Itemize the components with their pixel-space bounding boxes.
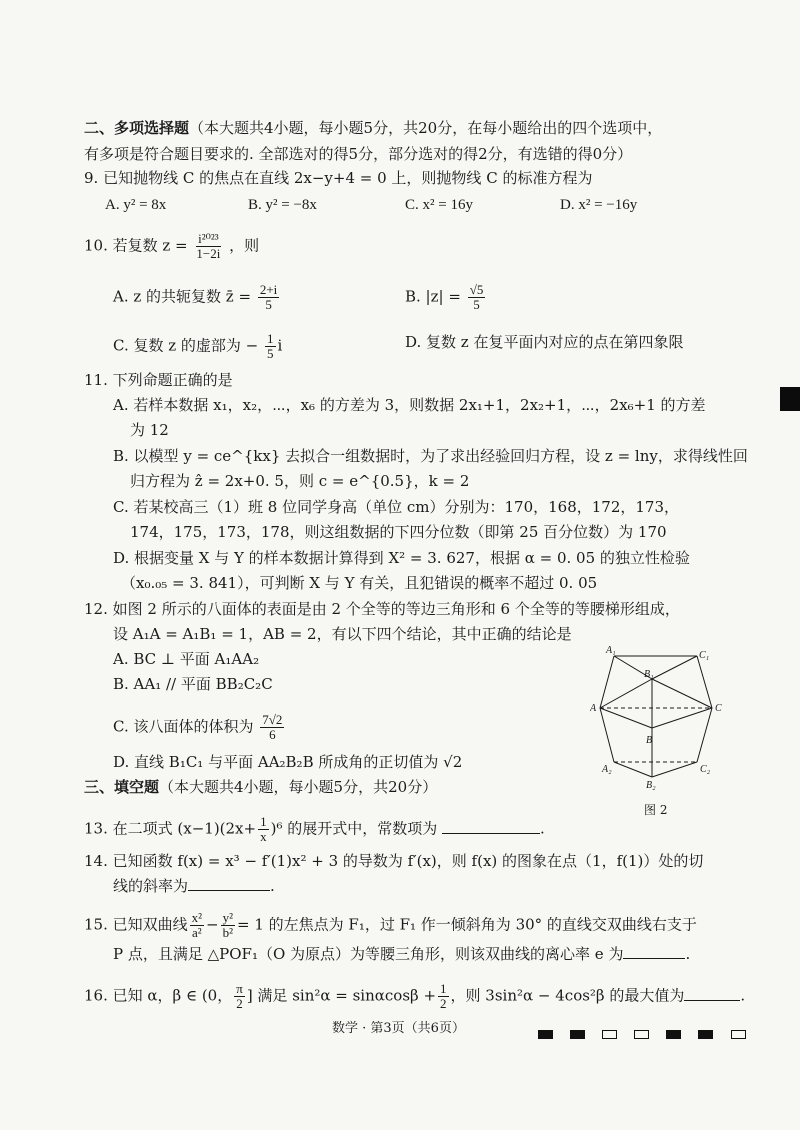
- q11-stem: 11. 下列命题正确的是: [84, 371, 233, 389]
- q15-line2-text: P 点，且满足 △POF₁（O 为原点）为等腰三角形，则该双曲线的离心率 e 为: [113, 945, 624, 963]
- q14-answer-blank[interactable]: [188, 876, 270, 891]
- q13-fraction: [258, 815, 269, 844]
- q16-post: ，则 3sin²α − 4cos²β 的最大值为: [450, 986, 685, 1005]
- q10-frac-num: i²⁰²³: [198, 231, 219, 246]
- edge-c2-b2: [652, 762, 697, 777]
- figure-caption: 图 2: [644, 803, 668, 817]
- q16-frac1: [234, 982, 245, 1011]
- q16-pre: 16. 已知 α，β ∈ (0，: [84, 986, 233, 1005]
- edge-c-c2: [697, 708, 712, 762]
- edge-a1-a: [600, 656, 614, 708]
- q13-end: .: [540, 819, 545, 838]
- q11-b-line2: 归方程为 ẑ = 2x+0. 5，则 c = e^{0.5}，k = 2: [130, 472, 470, 490]
- q10-c-den: 5: [267, 346, 274, 361]
- q10-option-a: [113, 283, 281, 312]
- page-footer: 数学 · 第3页（共6页）: [332, 1021, 465, 1036]
- q11-b-line1: B. 以模型 y = ce^{kx} 去拟合一组数据时，为了求出经验回归方程，设 z = lny，求得线性回: [113, 447, 748, 465]
- marker-square: [538, 1030, 553, 1039]
- edge-b1-a: [600, 679, 652, 708]
- q10-frac-den: 1−2i: [196, 246, 221, 261]
- q15-n2: y²: [222, 910, 234, 925]
- q16-n2: 1: [440, 981, 447, 996]
- q12-option-a: A. BC ⊥ 平面 A₁AA₂: [113, 650, 260, 668]
- q10-option-b: [405, 283, 487, 312]
- q10-b-text: B. |z| =: [405, 287, 461, 306]
- q13-post: )⁶ 的展开式中，常数项为: [270, 819, 438, 838]
- edge-a-b: [600, 708, 652, 728]
- label-b1: B₁: [644, 669, 654, 680]
- q10-b-den: 5: [473, 297, 480, 312]
- q12-option-c: [113, 713, 286, 742]
- q12-c-text: C. 该八面体的体积为: [113, 717, 254, 736]
- edge-a-a2: [600, 708, 614, 762]
- q13-den: x: [260, 829, 267, 844]
- q11-a-line1: A. 若样本数据 x₁，x₂，⋯，x₆ 的方差为 3，则数据 2x₁+1，2x₂+1，⋯，2x₆+1 的方差: [113, 396, 706, 414]
- q11-c-line2: 174，175，173，178，则这组数据的下四分位数（即第 25 百分位数）为 170: [130, 523, 667, 541]
- section2-title: 二、多项选择题: [84, 119, 190, 137]
- q10-stem: [84, 232, 259, 261]
- edge-a2-b2: [614, 762, 652, 777]
- q10-tail: ，则: [229, 236, 260, 255]
- section3-desc: （本大题共4小题，每小题5分，共20分）: [159, 778, 438, 796]
- q15-end: .: [685, 945, 691, 963]
- q13-pre: 13. 在二项式 (x−1)(2x+: [84, 819, 257, 838]
- q15-d2: b²: [222, 925, 234, 940]
- q10-c-fraction: [265, 332, 276, 361]
- label-a1: A₁: [606, 645, 616, 656]
- q10-option-d: D. 复数 z 在复平面内对应的点在第四象限: [405, 333, 684, 351]
- q15-post: = 1 的左焦点为 F₁，过 F₁ 作一倾斜角为 30° 的直线交双曲线右支于: [237, 915, 697, 934]
- q16: [84, 982, 745, 1011]
- q10-c-post: i: [277, 336, 283, 355]
- label-c1: C₁: [699, 650, 710, 661]
- marker-square: [666, 1030, 681, 1039]
- footer-marker-squares: [526, 1024, 746, 1043]
- q12-c-num: 7√2: [262, 712, 283, 727]
- q11-c-line1: C. 若某校高三（1）班 8 位同学身高（单位 cm）分别为：170，168，172，173，: [113, 498, 680, 516]
- q10-fraction: [194, 232, 222, 261]
- q14-line2: [113, 876, 275, 896]
- q16-frac2: [438, 982, 449, 1011]
- q16-d1: 2: [236, 996, 243, 1011]
- marker-square: [731, 1030, 746, 1039]
- q16-answer-blank[interactable]: [684, 986, 740, 1001]
- q12-c-fraction: [260, 713, 284, 742]
- marker-square: [634, 1030, 649, 1039]
- q13-num: 1: [260, 814, 267, 829]
- edge-b1-c: [652, 679, 712, 708]
- q15-frac2: [221, 911, 235, 940]
- q15-frac1: [190, 911, 204, 940]
- q12-option-b: B. AA₁ // 平面 BB₂C₂C: [113, 675, 273, 693]
- marker-square: [602, 1030, 617, 1039]
- q10-lead: 10. 若复数 z =: [84, 236, 188, 255]
- label-c2: C₂: [700, 764, 711, 775]
- q13: [84, 815, 545, 844]
- q10-b-fraction: [468, 283, 486, 312]
- edge-c1-b1: [652, 656, 697, 679]
- section3-title: 三、填空题: [84, 778, 160, 796]
- q10-a-text: A. z 的共轭复数 z̄ =: [113, 287, 252, 306]
- octahedron-figure: [590, 640, 730, 790]
- q15-pre: 15. 已知双曲线: [84, 915, 188, 934]
- q15-line2: [113, 944, 690, 964]
- edge-c-b: [652, 708, 712, 728]
- q16-mid: ] 满足 sin²α = sinαcosβ +: [246, 986, 437, 1005]
- q12-stem-line2: 设 A₁A = A₁B₁ = 1，AB = 2，有以下四个结论，其中正确的结论是: [113, 625, 572, 643]
- q14-end: .: [270, 877, 275, 895]
- q12-option-d: D. 直线 B₁C₁ 与平面 AA₂B₂B 所成角的正切值为 √2: [113, 753, 463, 771]
- q15-line1: [84, 911, 697, 940]
- label-a: A: [590, 703, 597, 714]
- q15-answer-blank[interactable]: [623, 944, 685, 959]
- q10-b-num: √5: [469, 282, 484, 297]
- q16-end: .: [740, 986, 746, 1005]
- q13-answer-blank[interactable]: [442, 819, 540, 834]
- q10-a-den: 5: [265, 297, 272, 312]
- label-b: B: [646, 735, 653, 746]
- q11-a-line2: 为 12: [130, 421, 169, 439]
- label-c: C: [715, 703, 722, 714]
- q10-c-text: C. 复数 z 的虚部为 −: [113, 336, 259, 355]
- section2-header: [84, 118, 662, 138]
- q9-stem: 9. 已知抛物线 C 的焦点在直线 2x−y+4 = 0 上，则抛物线 C 的标准方程为: [84, 169, 593, 187]
- q11-d-line1: D. 根据变量 X 与 Y 的样本数据计算得到 X² = 3. 627，根据 α = 0. 05 的独立性检验: [113, 549, 690, 567]
- q11-d-line2: （x₀.₀₅ = 3. 841），可判断 X 与 Y 有关，且犯错误的概率不超过 0. 05: [121, 574, 598, 592]
- q14-line1: 14. 已知函数 f(x) = x³ − f′(1)x² + 3 的导数为 f′(x)，则 f(x) 的图象在点（1，f(1)）处的切: [84, 852, 704, 870]
- q12-stem-line1: 12. 如图 2 所示的八面体的表面是由 2 个全等的等边三角形和 6 个全等的等腰梯形组成，: [84, 600, 680, 618]
- q9-option-c: C. x² = 16y: [405, 197, 473, 213]
- q10-c-num: 1: [267, 331, 274, 346]
- q10-option-c: [113, 332, 282, 361]
- q16-d2: 2: [440, 996, 447, 1011]
- q15-n1: x²: [191, 910, 203, 925]
- q9-option-d: D. x² = −16y: [560, 197, 638, 213]
- q14-line2-text: 线的斜率为: [113, 877, 189, 895]
- label-b2: B₂: [646, 780, 656, 790]
- q15-d1: a²: [191, 925, 202, 940]
- marker-square: [698, 1030, 713, 1039]
- edge-c1-c: [697, 656, 712, 708]
- q9-option-a: A. y² = 8x: [105, 197, 167, 213]
- marker-square: [570, 1030, 585, 1039]
- q15-mid: −: [206, 915, 219, 934]
- q10-a-num: 2+i: [259, 282, 278, 297]
- section2-desc1: （本大题共4小题，每小题5分，共20分，在每小题给出的四个选项中，: [189, 119, 663, 137]
- q16-n1: π: [236, 981, 243, 996]
- q9-option-b: B. y² = −8x: [248, 197, 317, 213]
- q10-a-fraction: [258, 283, 279, 312]
- q12-c-den: 6: [269, 727, 276, 742]
- section3-header: [84, 777, 437, 797]
- label-a2: A₂: [602, 764, 612, 775]
- section2-desc2: 有多项是符合题目要求的. 全部选对的得5分，部分选对的得2分，有选错的得0分）: [84, 145, 633, 163]
- edge-index-tab: [780, 387, 800, 411]
